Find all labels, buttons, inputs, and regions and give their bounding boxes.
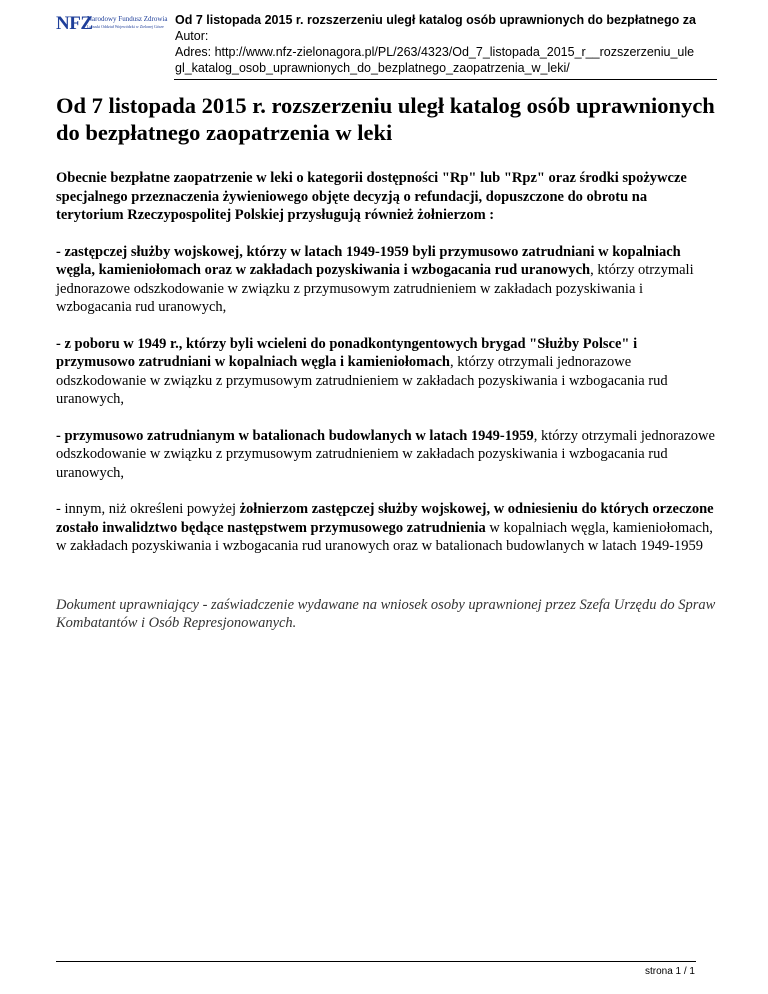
item-1-bold: - zastępczej służby wojskowej, którzy w latach 1949-1959 byli przymusowo zatrudniani w kopalniach węgla, kamieniołomach oraz w zakładach pozyskiwania i wzbogacania rud uranowych: [56, 243, 681, 278]
nfz-logo-mark: NFZ: [56, 13, 93, 34]
footer-divider: [56, 961, 696, 962]
item-4-rest: w kopalniach węgla, kamieniołomach, w zakładach pozyskiwania i wzbogacania rud uranowych oraz w batalionach budowlanych w latach 1949-1959: [56, 519, 713, 554]
header-info: [175, 12, 768, 76]
nfz-logo: [56, 14, 166, 40]
nfz-logo-line1: Narodowy Fundusz Zdrowia: [87, 15, 168, 23]
item-2-rest: , którzy otrzymali jednorazowe odszkodowanie w związku z przymusowym zatrudnieniem w zakładach pozyskiwania i wzbogacania rud uranowych,: [56, 354, 668, 407]
item-4-bold: żołnierzom zastępczej służby wojskowej, w odniesieniu do których orzeczone zostało inwalidztwo będące następstwem przymusowego zatrudnienia: [56, 501, 714, 536]
item-2-bold: - z poboru w 1949 r., którzy byli wcieleni do ponadkontyngentowych brygad "Służby Polsce" i przymusowo zatrudniani w kopalniach węgla i kamieniołomach: [56, 335, 638, 370]
item-3-bold: - przymusowo zatrudnianym w batalionach budowlanych w latach 1949-1959: [56, 427, 534, 444]
header-title: Od 7 listopada 2015 r. rozszerzeniu uległ katalog osób uprawnionych do bezpłatnego za: [175, 13, 696, 27]
item-1-rest: , którzy otrzymali jednorazowe odszkodowanie w związku z przymusowym zatrudnieniem w zakładach pozyskiwania i wzbogacania rud uranowych,: [56, 262, 694, 315]
eligibility-item-3: [56, 427, 716, 483]
header-author: Autor:: [175, 29, 209, 43]
header-address-line1: Adres: http://www.nfz-zielonagora.pl/PL/263/4323/Od_7_listopada_2015_r__rozszerzeniu_ule: [175, 45, 695, 59]
eligibility-item-1: [56, 243, 716, 317]
header-address-line2: gl_katalog_osob_uprawnionych_do_bezplatnego_zaopatrzenia_w_leki/: [175, 61, 570, 75]
document-note: Dokument uprawniający - zaświadczenie wydawane na wniosek osoby uprawnionej przez Szefa Urzędu do Spraw Kombatantów i Osób Represjonowanych.: [56, 596, 716, 631]
article-intro: Obecnie bezpłatne zaopatrzenie w leki o kategorii dostępności "Rp" lub "Rpz" oraz środki spożywcze specjalnego przeznaczenia żywieniowego objęte decyzją o refundacji, dopuszczone do obrotu na terytorium Rzeczypospolitej Polskiej przysługują również żołnierzom :: [56, 170, 687, 223]
eligibility-item-4: [56, 500, 716, 556]
article-title: Od 7 listopada 2015 r. rozszerzeniu uległ katalog osób uprawnionych do bezpłatnego zaopatrzenia w leki: [56, 93, 715, 145]
page-header: [56, 12, 768, 80]
page-number: strona 1 / 1: [644, 966, 695, 977]
header-divider: [174, 79, 717, 80]
nfz-logo-text: [87, 16, 167, 30]
item-4-pre: - innym, niż określeni powyżej: [56, 501, 240, 517]
item-3-rest: , którzy otrzymali jednorazowe odszkodowanie w związku z przymusowym zatrudnieniem w zakładach pozyskiwania i wzbogacania rud uranowych,: [56, 427, 715, 481]
nfz-logo-line2: Lubuski Oddział Wojewódzki w Zielonej Górze: [87, 24, 164, 29]
eligibility-item-2: [56, 335, 716, 409]
article-body: [56, 92, 716, 633]
